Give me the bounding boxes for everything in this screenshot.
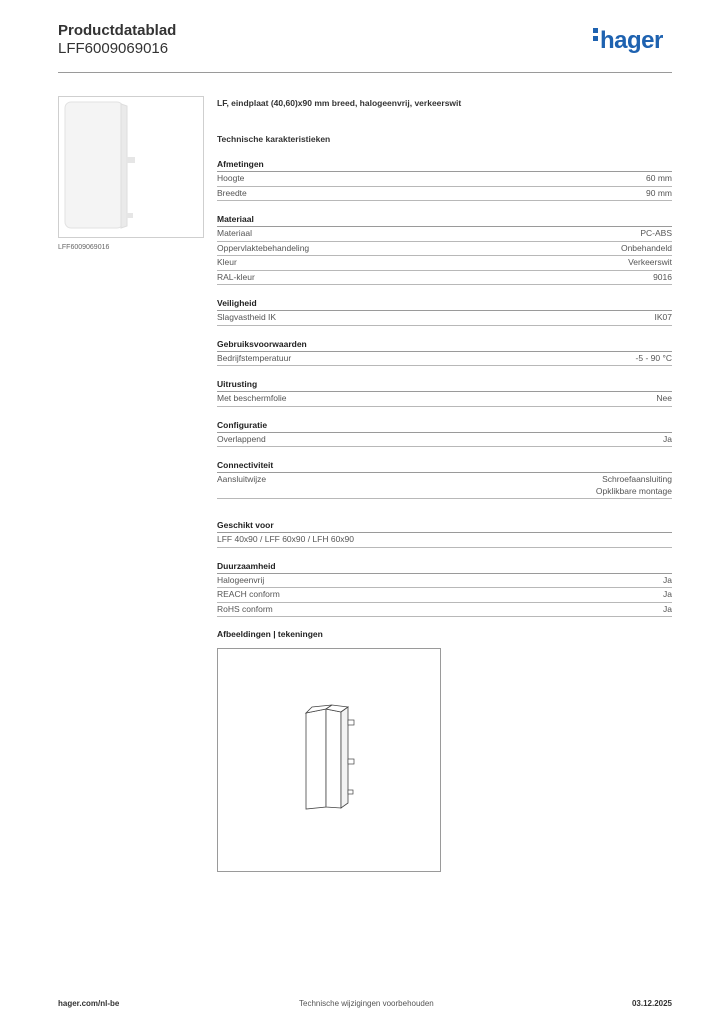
spec-section-title: Duurzaamheid xyxy=(217,560,672,574)
footer-date: 03.12.2025 xyxy=(631,999,672,1008)
spec-label: Slagvastheid IK xyxy=(217,312,277,322)
spec-label: Oppervlaktebehandeling xyxy=(217,242,310,253)
spec-value xyxy=(655,311,673,325)
product-thumbnail xyxy=(58,96,204,238)
end-plate-photo-icon xyxy=(59,97,203,237)
spec-row xyxy=(217,603,672,618)
end-plate-drawing-icon xyxy=(218,649,440,871)
footer-notice: Technische wijzigingen voorbehouden xyxy=(299,999,434,1008)
spec-value-line: 9016 xyxy=(653,271,672,282)
spec-value-line: Ja xyxy=(663,589,672,599)
spec-section-title: Configuratie xyxy=(217,419,672,433)
spec-section xyxy=(217,338,672,367)
spec-row xyxy=(217,271,672,286)
spec-value-line: Schroefaansluiting xyxy=(602,474,672,484)
logo-colon-icon xyxy=(593,28,598,44)
spec-label: Halogeenvrij xyxy=(217,574,265,585)
spec-row xyxy=(217,311,672,326)
spec-label: Kleur xyxy=(217,257,237,267)
spec-row xyxy=(217,242,672,257)
spec-value-line: Opklikbare montage xyxy=(595,486,672,496)
product-details xyxy=(217,96,672,617)
spec-row xyxy=(217,172,672,187)
spec-value-line: Verkeerswit xyxy=(628,257,672,267)
spec-sections xyxy=(217,158,672,617)
spec-section-title: Connectiviteit xyxy=(217,459,672,473)
spec-value xyxy=(640,227,672,241)
logo-text: hager xyxy=(600,27,663,54)
document-header xyxy=(58,22,176,58)
spec-value-line: 90 mm xyxy=(646,187,672,198)
spec-row xyxy=(217,588,672,603)
spec-value xyxy=(663,603,672,617)
spec-section-title: Gebruiksvoorwaarden xyxy=(217,338,672,352)
spec-row xyxy=(217,227,672,242)
spec-value xyxy=(656,392,672,406)
spec-value-line: Ja xyxy=(663,603,672,614)
spec-row xyxy=(217,473,672,499)
spec-value xyxy=(653,271,672,285)
spec-label: Met beschermfolie xyxy=(217,393,287,403)
header-divider xyxy=(58,72,672,73)
document-title: Productdatablad xyxy=(58,22,177,39)
spec-value xyxy=(636,352,672,366)
spec-label: RAL-kleur xyxy=(217,271,255,282)
spec-section xyxy=(217,519,672,548)
images-title: Afbeeldingen | tekeningen xyxy=(217,629,323,639)
spec-row xyxy=(217,574,672,589)
spec-value xyxy=(646,172,672,186)
spec-value-line: Ja xyxy=(663,433,672,444)
spec-value-line: -5 - 90 °C xyxy=(635,352,672,363)
spec-section-title: Veiligheid xyxy=(217,297,672,311)
spec-section xyxy=(217,560,672,618)
spec-value-line: Ja xyxy=(663,574,672,585)
spec-section xyxy=(217,297,672,326)
spec-section-title: Materiaal xyxy=(217,213,672,227)
product-code: LFF6009069016 xyxy=(58,40,169,57)
spec-value-line: 60 mm xyxy=(646,173,672,183)
spec-label: Bedrijfstemperatuur xyxy=(217,352,292,363)
spec-label: LFF 40x90 / LFF 60x90 / LFH 60x90 xyxy=(217,534,355,544)
spec-row xyxy=(217,533,672,548)
footer-website: hager.com/nl-be xyxy=(58,999,120,1008)
hager-logo xyxy=(593,28,663,54)
spec-value xyxy=(596,473,672,497)
product-description: LF, eindplaat (40,60)x90 mm breed, halogeenvrij, verkeerswit xyxy=(217,98,462,108)
spec-section-title: Geschikt voor xyxy=(217,519,672,533)
spec-label: Breedte xyxy=(217,187,247,198)
spec-value-line: PC-ABS xyxy=(640,228,672,238)
spec-value xyxy=(663,588,672,602)
spec-value xyxy=(663,574,672,588)
spec-label: Hoogte xyxy=(217,173,245,183)
spec-row xyxy=(217,256,672,271)
spec-value-line: Nee xyxy=(656,393,672,403)
spec-row xyxy=(217,433,672,448)
spec-row xyxy=(217,187,672,202)
spec-value xyxy=(628,256,672,270)
spec-label: Aansluitwijze xyxy=(217,474,267,484)
spec-value-line: IK07 xyxy=(654,312,672,322)
spec-value xyxy=(621,242,672,256)
spec-row xyxy=(217,392,672,407)
spec-label: REACH conform xyxy=(217,589,280,599)
spec-value xyxy=(646,187,672,201)
spec-section xyxy=(217,459,672,499)
technical-title: Technische karakteristieken xyxy=(217,134,331,144)
thumbnail-caption: LFF6009069016 xyxy=(58,244,110,251)
spec-row xyxy=(217,352,672,367)
spec-section xyxy=(217,158,672,201)
spec-value-line: Onbehandeld xyxy=(620,242,672,253)
spec-section xyxy=(217,419,672,448)
spec-label: RoHS conform xyxy=(217,603,273,614)
spec-section xyxy=(217,213,672,285)
spec-label: Materiaal xyxy=(217,228,252,238)
spec-value xyxy=(663,433,672,447)
spec-section-title: Uitrusting xyxy=(217,378,672,392)
product-drawing xyxy=(217,648,441,872)
spec-section-title: Afmetingen xyxy=(217,158,672,172)
spec-section xyxy=(217,378,672,407)
spec-label: Overlappend xyxy=(217,433,266,444)
